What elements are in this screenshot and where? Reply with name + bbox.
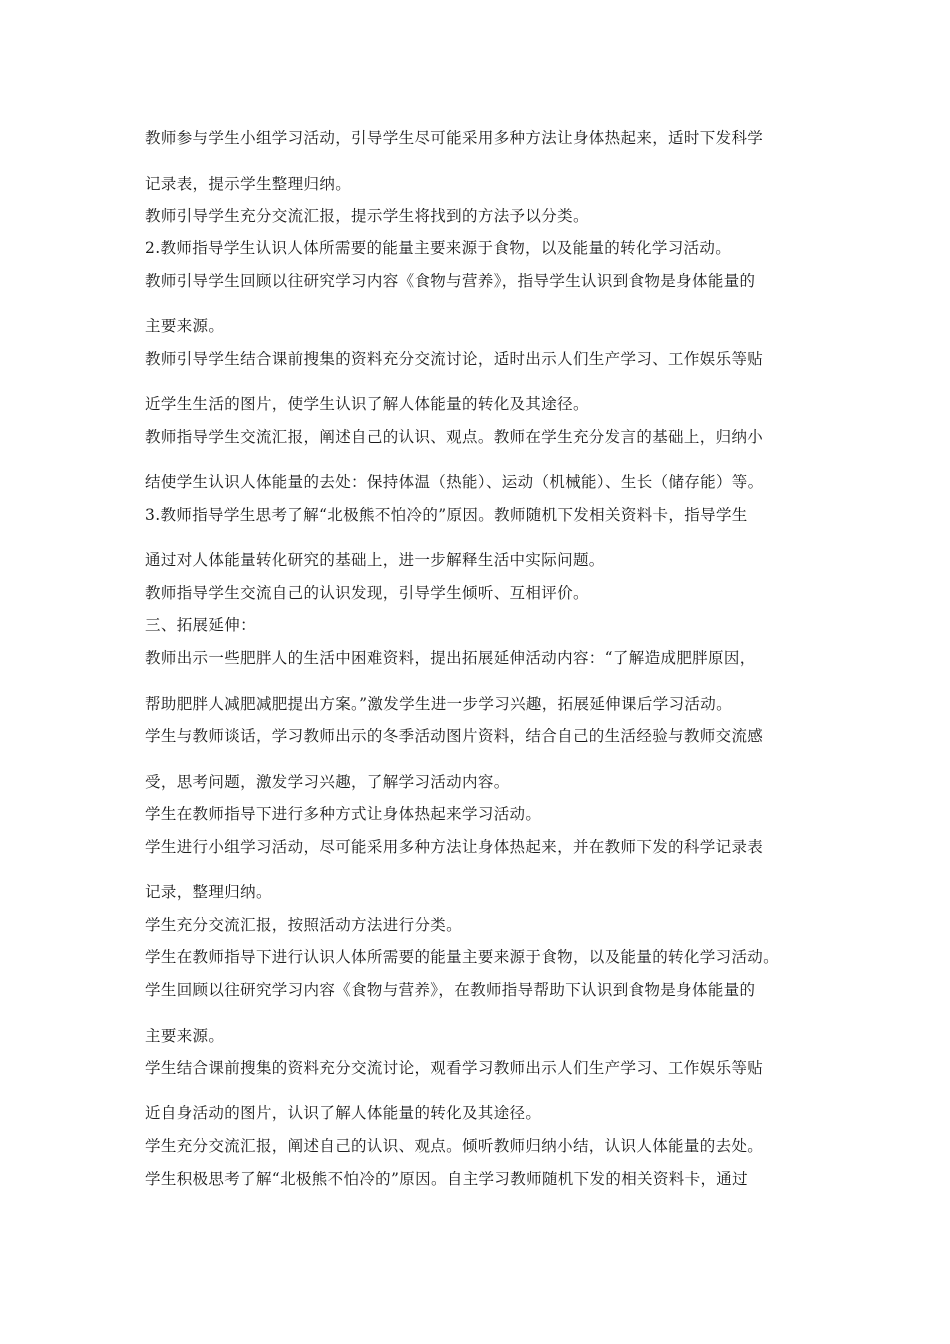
text-line: 主要来源。 [145,317,225,335]
text-line: 记录表，提示学生整理归纳。 [145,175,352,193]
text-line: 学生在教师指导下进行认识人体所需要的能量主要来源于食物，以及能量的转化学习活动。 [145,948,780,966]
text-line: 受，思考问题，激发学习兴趣，了解学习活动内容。 [145,773,510,791]
text-line: 2.教师指导学生认识人体所需要的能量主要来源于食物，以及能量的转化学习活动。 [145,239,732,257]
text-line: 学生积极思考了解“北极熊不怕冷的”原因。自主学习教师随机下发的相关资料卡，通过 [145,1170,749,1188]
text-line: 学生充分交流汇报，按照活动方法进行分类。 [145,916,463,934]
text-line: 教师出示一些肥胖人的生活中困难资料，提出拓展延伸活动内容：“了解造成肥胖原因， [145,649,756,667]
text-line: 帮助肥胖人减肥减肥提出方案。”激发学生进一步学习兴趣，拓展延伸课后学习活动。 [145,695,732,713]
text-line: 教师指导学生交流自己的认识发现，引导学生倾听、互相评价。 [145,584,589,602]
text-line: 学生回顾以往研究学习内容《食物与营养》，在教师指导帮助下认识到食物是身体能量的 [145,981,756,999]
text-line: 3.教师指导学生思考了解“北极熊不怕冷的”原因。教师随机下发相关资料卡，指导学生 [145,506,748,524]
text-line: 近自身活动的图片，认识了解人体能量的转化及其途径。 [145,1104,542,1122]
text-line: 学生与教师谈话，学习教师出示的冬季活动图片资料，结合自己的生活经验与教师交流感 [145,727,764,745]
text-line: 学生在教师指导下进行多种方式让身体热起来学习活动。 [145,805,542,823]
text-line: 学生充分交流汇报，阐述自己的认识、观点。倾听教师归纳小结，认识人体能量的去处。 [145,1137,764,1155]
text-line: 教师参与学生小组学习活动，引导学生尽可能采用多种方法让身体热起来，适时下发科学 [145,129,764,147]
text-line: 教师引导学生结合课前搜集的资料充分交流讨论，适时出示人们生产学习、工作娱乐等贴 [145,350,764,368]
text-line: 教师指导学生交流汇报，阐述自己的认识、观点。教师在学生充分发言的基础上，归纳小 [145,428,764,446]
text-line: 学生结合课前搜集的资料充分交流讨论，观看学习教师出示人们生产学习、工作娱乐等贴 [145,1059,764,1077]
text-line: 记录，整理归纳。 [145,883,272,901]
text-line: 主要来源。 [145,1027,225,1045]
text-line: 教师引导学生回顾以往研究学习内容《食物与营养》，指导学生认识到食物是身体能量的 [145,272,756,290]
text-line: 通过对人体能量转化研究的基础上，进一步解释生活中实际问题。 [145,551,605,569]
section-heading: 三、拓展延伸： [145,616,256,634]
text-line: 学生进行小组学习活动，尽可能采用多种方法让身体热起来，并在教师下发的科学记录表 [145,838,764,856]
text-line: 近学生生活的图片，使学生认识了解人体能量的转化及其途径。 [145,395,589,413]
text-line: 教师引导学生充分交流汇报，提示学生将找到的方法予以分类。 [145,207,589,225]
text-line: 结使学生认识人体能量的去处：保持体温（热能）、运动（机械能）、生长（储存能）等。 [145,473,764,491]
